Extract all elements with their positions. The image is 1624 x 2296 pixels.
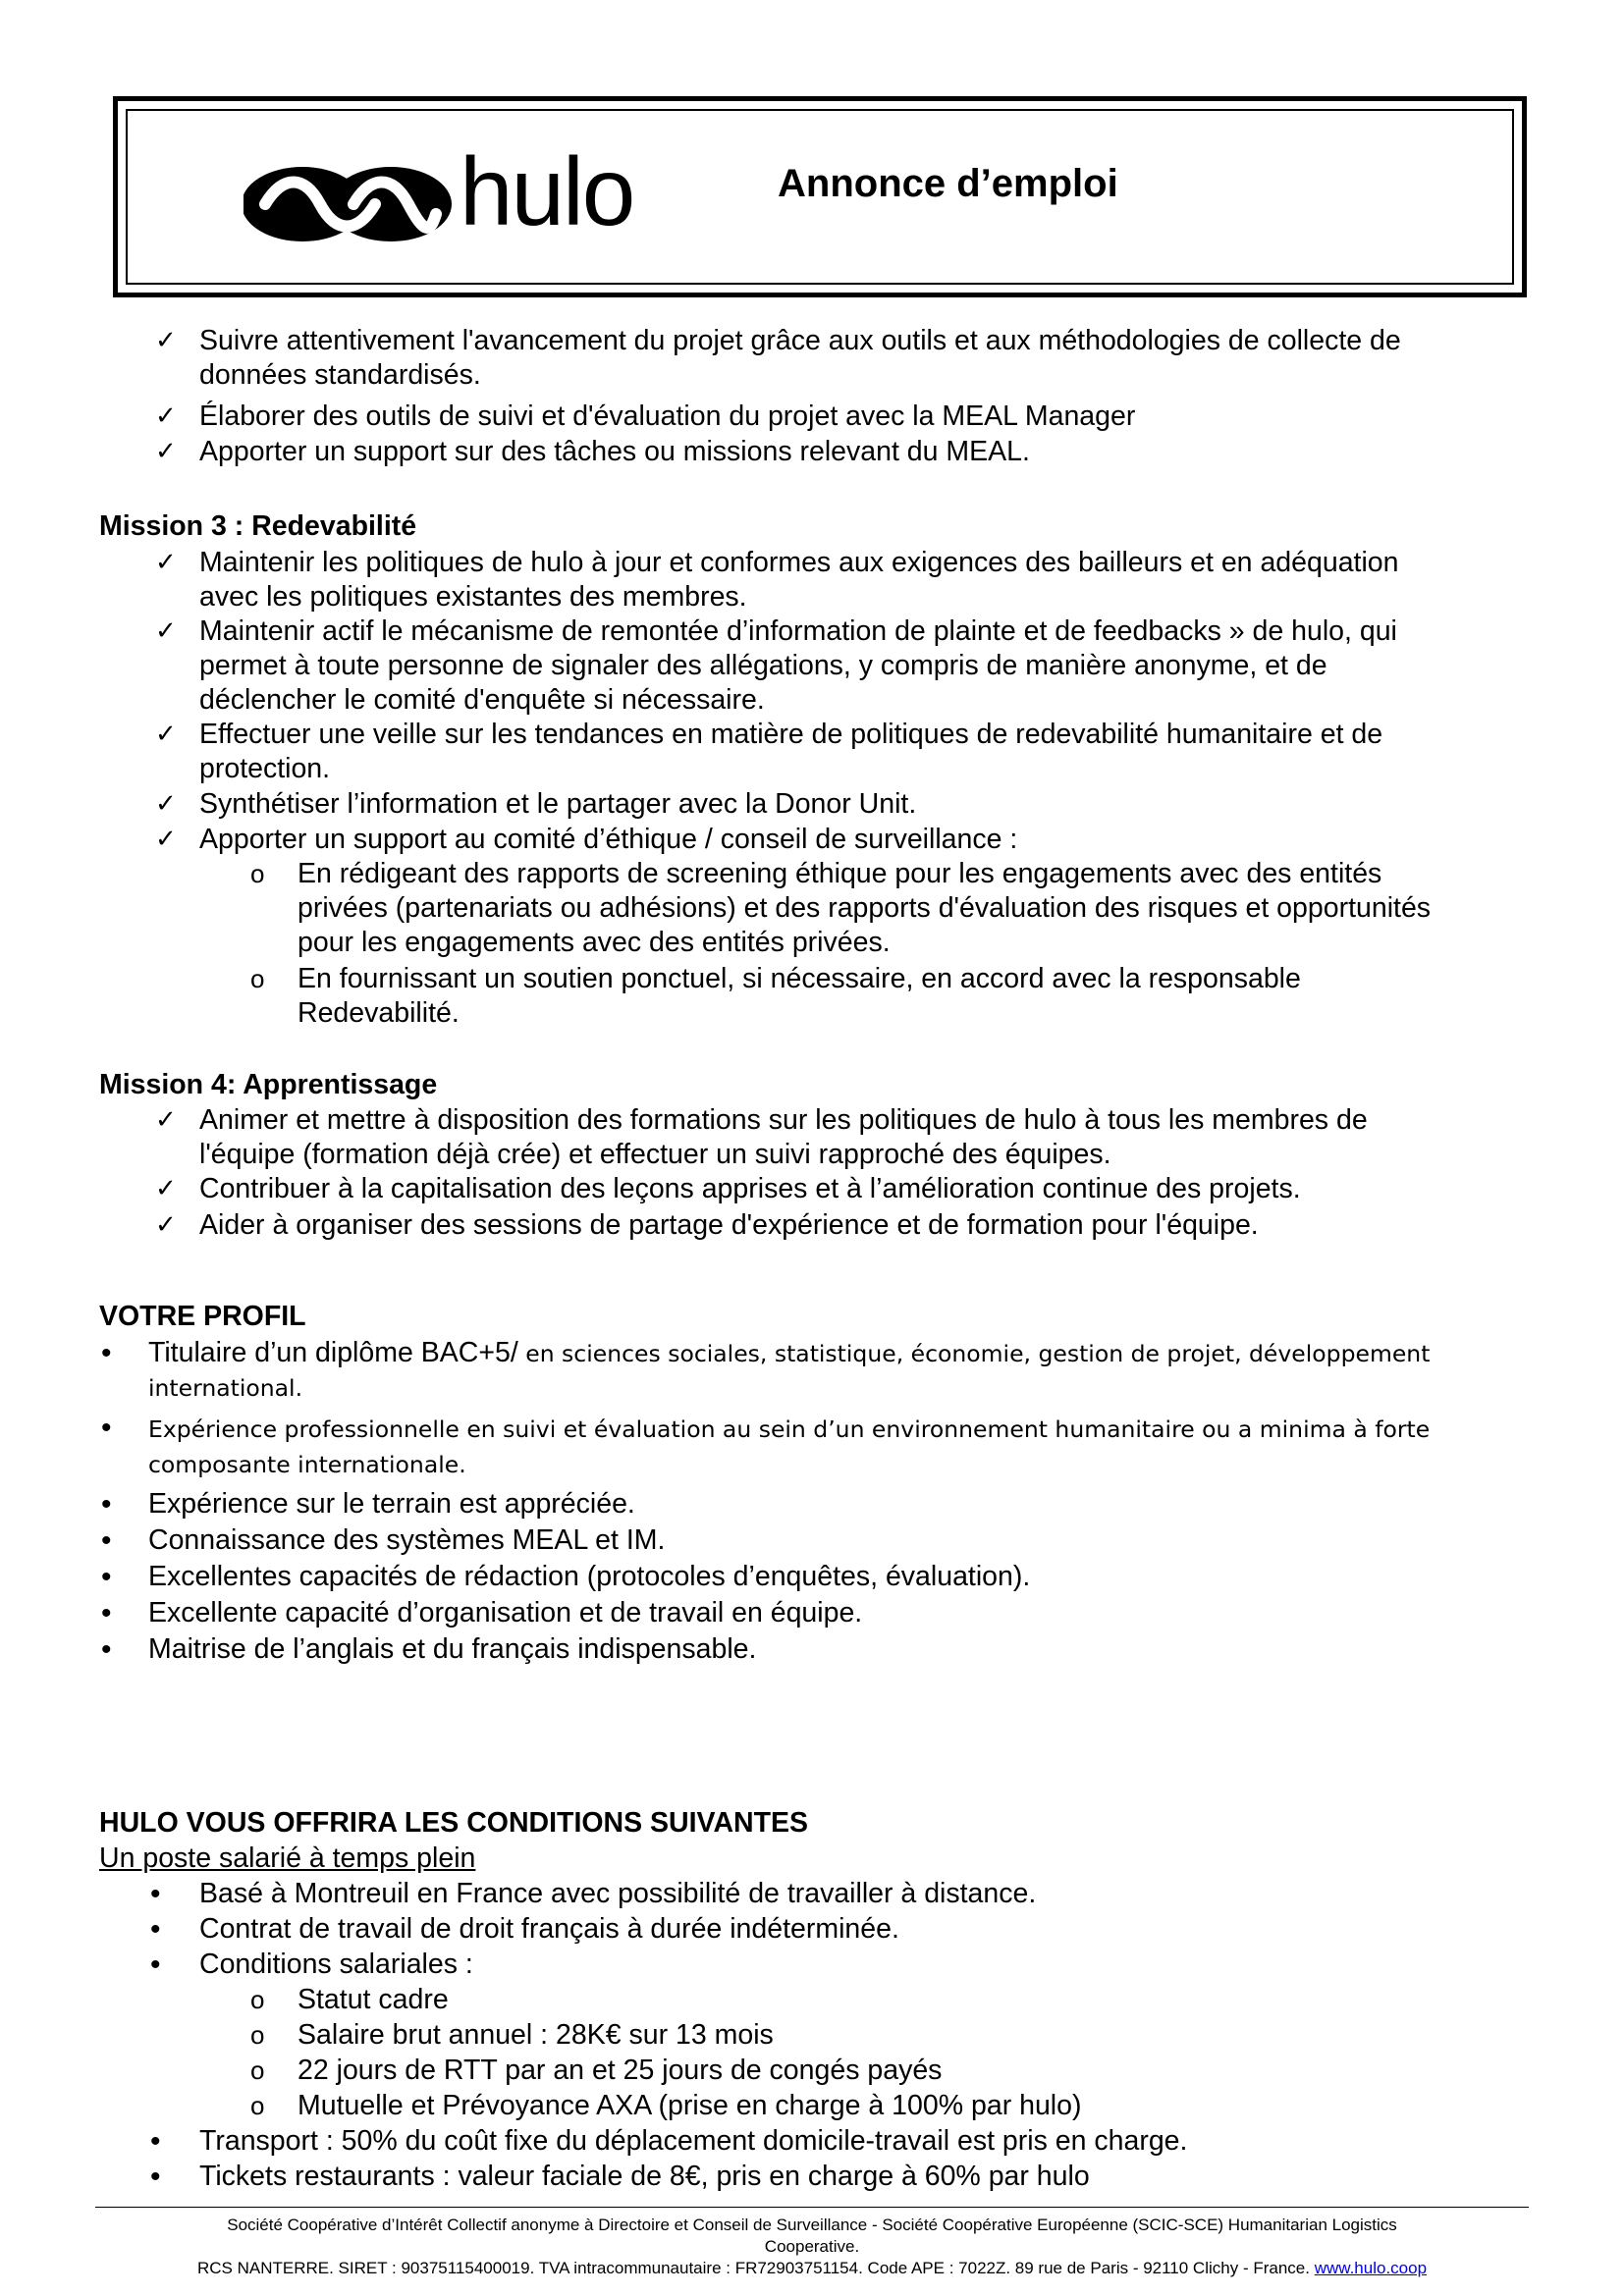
list-item: Apporter un support sur des tâches ou missions relevant du MEAL.	[199, 436, 1030, 467]
section-heading: VOTRE PROFIL	[99, 1301, 306, 1332]
circle-bullet-icon: o	[250, 2091, 265, 2120]
footer-line: Société Coopérative d’Intérêt Collectif anonyme à Directoire et Conseil de Surveillance - Société Coopérative Européenne (SCIC-SCE) Humanitarian Logistics	[227, 2216, 1397, 2234]
section-heading: Mission 4: Apprentissage	[99, 1069, 438, 1100]
checkmark-icon: ✓	[155, 1105, 177, 1135]
sub-list-item: 22 jours de RTT par an et 25 jours de congés payés	[298, 2055, 943, 2086]
list-item: données standardisés.	[199, 359, 481, 391]
bullet-icon: •	[150, 1878, 161, 1910]
checkmark-icon: ✓	[155, 548, 177, 577]
bullet-icon: •	[101, 1524, 112, 1557]
list-item: Expérience sur le terrain est appréciée.	[148, 1488, 635, 1520]
list-item: l'équipe (formation déjà crée) et effectuer un suivi rapproché des équipes.	[199, 1139, 1111, 1170]
bullet-icon: •	[101, 1633, 112, 1666]
circle-bullet-icon: o	[250, 2056, 265, 2085]
list-item: Maintenir les politiques de hulo à jour et conformes aux exigences des bailleurs et en adéquation	[199, 547, 1399, 578]
list-item: Basé à Montreuil en France avec possibilité de travailler à distance.	[199, 1878, 1037, 1909]
list-item: déclencher le comité d'enquête si nécessaire.	[199, 684, 765, 716]
circle-bullet-icon: o	[250, 964, 265, 993]
footer-line: RCS NANTERRE. SIRET : 90375115400019. TVA intracommunautaire : FR72903751154. Code APE : 7022Z. 89 rue de Paris - 92110 Clichy - France. www.hulo.coop	[196, 2259, 1428, 2277]
list-item: Maitrise de l’anglais et du français indispensable.	[148, 1633, 757, 1665]
list-item: Connaissance des systèmes MEAL et IM.	[148, 1524, 666, 1556]
website-link[interactable]: www.hulo.coop	[1314, 2259, 1428, 2277]
checkmark-icon: ✓	[155, 825, 177, 854]
list-item: Animer et mettre à disposition des formations sur les politiques de hulo à tous les membres de	[199, 1104, 1368, 1136]
list-item: Apporter un support au comité d’éthique / conseil de surveillance :	[199, 824, 1018, 855]
bullet-icon: •	[150, 2161, 161, 2193]
header-box	[113, 96, 1527, 297]
bullet-icon: •	[150, 2125, 161, 2158]
bullet-icon: •	[150, 1913, 161, 1946]
checkmark-icon: ✓	[155, 401, 177, 431]
checkmark-icon: ✓	[155, 616, 177, 646]
bullet-icon: •	[101, 1561, 112, 1593]
bullet-icon: •	[150, 1949, 161, 1981]
list-item: Suivre attentivement l'avancement du projet grâce aux outils et aux méthodologies de collecte de	[199, 325, 1401, 356]
list-item: Élaborer des outils de suivi et d'évaluation du projet avec la MEAL Manager	[199, 400, 1136, 432]
bullet-icon: •	[101, 1337, 112, 1369]
list-item: international.	[148, 1374, 303, 1402]
checkmark-icon: ✓	[155, 789, 177, 819]
checkmark-icon: ✓	[155, 326, 177, 355]
list-item: Maintenir actif le mécanisme de remontée d’information de plainte et de feedbacks » de hulo, qui	[199, 615, 1397, 647]
bullet-icon: •	[101, 1597, 112, 1629]
circle-bullet-icon: o	[250, 859, 265, 888]
list-item: Excellente capacité d’organisation et de travail en équipe.	[148, 1597, 863, 1629]
list-item: permet à toute personne de signaler des allégations, y compris de manière anonyme, et de	[199, 650, 1327, 681]
sub-list-item: Salaire brut annuel : 28K€ sur 13 mois	[298, 2019, 774, 2051]
checkmark-icon: ✓	[155, 1174, 177, 1203]
list-item: Transport : 50% du coût fixe du déplacement domicile-travail est pris en charge.	[199, 2125, 1188, 2157]
footer-line: Cooperative.	[764, 2237, 860, 2256]
sub-list-item: En rédigeant des rapports de screening éthique pour les engagements avec des entités	[298, 858, 1382, 889]
sub-list-item: privées (partenariats ou adhésions) et des rapports d'évaluation des risques et opportunités	[298, 892, 1432, 924]
list-item: Contrat de travail de droit français à durée indéterminée.	[199, 1913, 899, 1945]
bullet-icon: •	[101, 1488, 112, 1521]
list-item: Conditions salariales :	[199, 1949, 473, 1980]
sub-list-item: Statut cadre	[298, 1984, 449, 2015]
list-item: Aider à organiser des sessions de partage d'expérience et de formation pour l'équipe.	[199, 1209, 1259, 1241]
list-item: Expérience professionnelle en suivi et évaluation au sein d’un environnement humanitaire ou a minima à forte	[148, 1415, 1431, 1443]
list-item: Contribuer à la capitalisation des leçons apprises et à l’amélioration continue des projets.	[199, 1173, 1301, 1204]
list-item: protection.	[199, 753, 331, 784]
section-subheading: Un poste salarié à temps plein	[99, 1842, 476, 1874]
page-title: Annonce d’emploi	[778, 162, 1118, 205]
list-item: Tickets restaurants : valeur faciale de 8€, pris en charge à 60% par hulo	[199, 2161, 1090, 2192]
section-heading: Mission 3 : Redevabilité	[99, 510, 417, 542]
list-item: Titulaire d’un diplôme BAC+5/ en sciences sociales, statistique, économie, gestion de projet, développement	[148, 1337, 1431, 1368]
footer-divider	[95, 2207, 1529, 2208]
logo-wordmark: hulo	[460, 137, 634, 245]
sub-list-item: Redevabilité.	[298, 997, 460, 1029]
circle-bullet-icon: o	[250, 2020, 265, 2050]
circle-bullet-icon: o	[250, 1985, 265, 2014]
bullet-icon: •	[101, 1412, 112, 1444]
list-item: composante internationale.	[148, 1451, 466, 1478]
list-item: Excellentes capacités de rédaction (protocoles d’enquêtes, évaluation).	[148, 1561, 1031, 1592]
checkmark-icon: ✓	[155, 720, 177, 749]
sub-list-item: Mutuelle et Prévoyance AXA (prise en charge à 100% par hulo)	[298, 2090, 1082, 2121]
checkmark-icon: ✓	[155, 1210, 177, 1240]
section-heading: HULO VOUS OFFRIRA LES CONDITIONS SUIVANTES	[99, 1807, 809, 1839]
list-item: Synthétiser l’information et le partager avec la Donor Unit.	[199, 788, 917, 820]
list-item: avec les politiques existantes des membres.	[199, 581, 747, 613]
list-item: Effectuer une veille sur les tendances en matière de politiques de redevabilité humanitaire et de	[199, 719, 1383, 750]
sub-list-item: En fournissant un soutien ponctuel, si nécessaire, en accord avec la responsable	[298, 963, 1301, 994]
checkmark-icon: ✓	[155, 437, 177, 466]
sub-list-item: pour les engagements avec des entités privées.	[298, 927, 891, 958]
